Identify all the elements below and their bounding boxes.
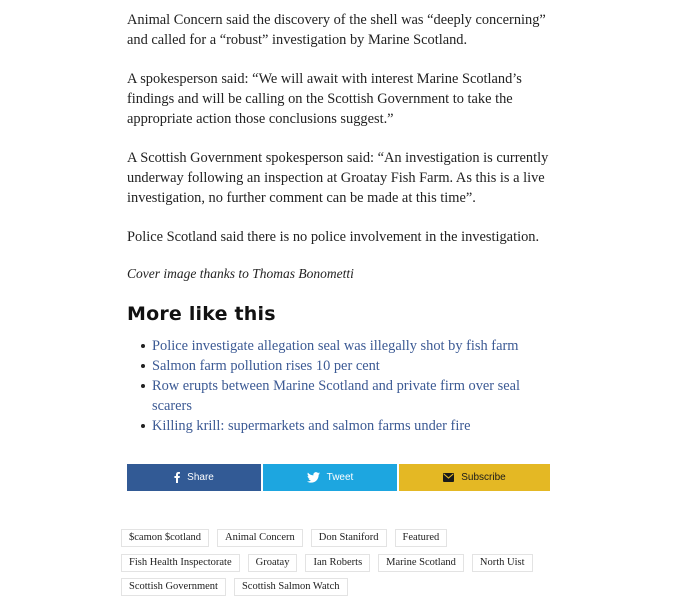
- image-credit-caption: Cover image thanks to Thomas Bonometti: [127, 266, 354, 281]
- envelope-icon: [443, 473, 454, 482]
- subscribe-button[interactable]: [399, 464, 550, 491]
- tag-link[interactable]: $camon $cotland: [121, 529, 209, 547]
- related-articles-list: [127, 336, 557, 436]
- article-paragraph: A Scottish Government spokesperson said: “An investigation is currently underway following an inspection at Groatay Fish Farm. As this is a live investigation, no further comment can be made at this time”.: [127, 150, 549, 206]
- facebook-icon: [174, 472, 180, 483]
- tag-row: [121, 529, 561, 547]
- related-article-link[interactable]: Killing krill: supermarkets and salmon farms under fire: [152, 418, 471, 434]
- facebook-share-label: Share: [187, 472, 214, 483]
- share-bar: [127, 464, 550, 491]
- tag-link[interactable]: Ian Roberts: [305, 554, 370, 572]
- twitter-icon: [307, 472, 320, 483]
- tag-link[interactable]: Animal Concern: [217, 529, 303, 547]
- related-article-link[interactable]: Salmon farm pollution rises 10 per cent: [152, 358, 380, 374]
- related-article-link[interactable]: Police investigate allegation seal was illegally shot by fish farm: [152, 338, 519, 354]
- list-item: [152, 356, 557, 376]
- facebook-share-button[interactable]: [127, 464, 261, 491]
- twitter-tweet-label: Tweet: [326, 472, 354, 483]
- tag-link[interactable]: Scottish Government: [121, 578, 226, 596]
- tag-row: [121, 578, 561, 596]
- tag-link[interactable]: Groatay: [248, 554, 298, 572]
- list-item: [152, 376, 557, 416]
- related-article-link[interactable]: Row erupts between Marine Scotland and private firm over seal scarers: [152, 378, 521, 414]
- tag-list: [121, 529, 561, 603]
- list-item: [152, 336, 557, 356]
- subscribe-label: Subscribe: [461, 472, 506, 483]
- list-item: [152, 416, 557, 436]
- tag-row: [121, 554, 561, 572]
- tag-link[interactable]: Don Staniford: [311, 529, 387, 547]
- twitter-tweet-button[interactable]: [263, 464, 397, 491]
- article-paragraph: Animal Concern said the discovery of the shell was “deeply concerning” and called for a “robust” investigation by Marine Scotland.: [127, 12, 546, 48]
- more-like-this-heading: More like this: [127, 303, 276, 325]
- tag-link[interactable]: Scottish Salmon Watch: [234, 578, 348, 596]
- tag-link[interactable]: Marine Scotland: [378, 554, 464, 572]
- tag-link[interactable]: Featured: [395, 529, 448, 547]
- article-paragraph: A spokesperson said: “We will await with interest Marine Scotland’s findings and will be calling on the Scottish Government to take the appropriate action those conclusions suggest.”: [127, 71, 522, 127]
- tag-link[interactable]: North Uist: [472, 554, 533, 572]
- tag-link[interactable]: Fish Health Inspectorate: [121, 554, 240, 572]
- article-body: [127, 10, 557, 436]
- article-paragraph: Police Scotland said there is no police involvement in the investigation.: [127, 229, 540, 245]
